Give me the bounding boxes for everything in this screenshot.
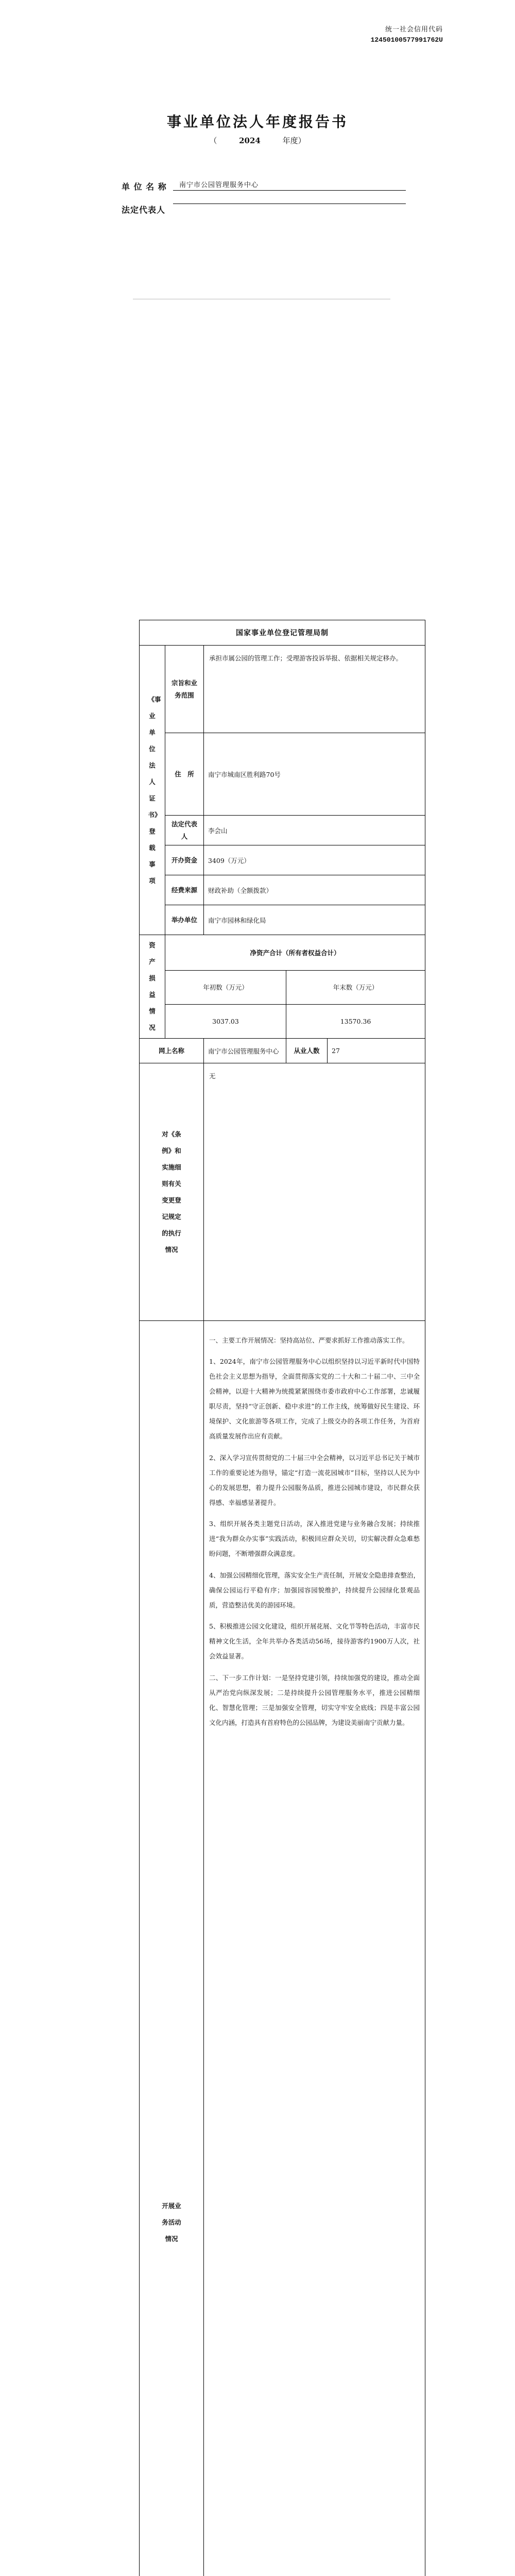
ngo-name-value: 南宁市公园管理服务中心	[204, 1039, 286, 1063]
compliance-value: 无	[204, 1063, 425, 1321]
activity-p4: 3、组织开展各类主题党日活动，深入推进党建与业务融合发展；持续推进“我为群众办实事”实践活动，积极回应群众关切，切实解决群众急难愁盼问题，不断增强群众满意度。	[209, 1520, 420, 1557]
address-label: 住 所	[165, 733, 204, 816]
unit-name-value: 南宁市公园管理服务中心	[173, 179, 406, 191]
end-label: 年末数（万元）	[286, 970, 425, 1004]
end-value: 13570.36	[286, 1004, 425, 1038]
legal-rep-row	[122, 204, 165, 215]
compliance-label: 对《条例》和实施细则有关变更登记规定的执行情况	[140, 1063, 204, 1321]
source-label: 经费来源	[165, 875, 204, 905]
activity-label: 开展业务活动情况	[140, 1321, 204, 2576]
unit-name-label: 单 位 名 称	[122, 182, 167, 192]
cert-section-label: 《事业单位法人证书》登载事项	[140, 646, 165, 935]
source-value: 财政补助（全额拨款）	[204, 875, 425, 905]
report-sheet	[139, 620, 425, 2576]
scope-label: 宗旨和业务范围	[165, 646, 204, 733]
activity-p3: 2、深入学习宣传贯彻党的二十届三中全会精神，以习近平总书记关于城市工作的重要论述为指导，锚定“打造一流花园城市”目标，坚持以人民为中心的发展思想，着力提升公园服务品质，推进公园城市建设，市民群众获得感、幸福感显著提升。	[209, 1453, 420, 1506]
year-open: （	[209, 136, 217, 145]
net-assets-label: 净资产合计（所有者权益合计）	[165, 935, 425, 971]
legal-rep-value	[173, 202, 406, 204]
sponsor-value: 南宁市园林和绿化局	[204, 905, 425, 935]
funds-label: 开办资金	[165, 845, 204, 875]
address-value: 南宁市城南区胜利路70号	[204, 733, 425, 816]
report-year	[0, 135, 515, 146]
sponsor-label: 举办单位	[165, 905, 204, 935]
credit-code-block	[371, 25, 443, 45]
year-value: 2024	[239, 136, 261, 145]
funds-value: 3409（万元）	[204, 845, 425, 875]
staff-value: 27	[328, 1039, 425, 1063]
report-title: 事业单位法人年度报告书	[166, 113, 348, 130]
activity-p5: 4、加强公园精细化管理，落实安全生产责任制，开展安全隐患排查整治，确保公园运行平稳有序；加强园容园貌维护，持续提升公园绿化景观品质，营造整洁优美的游园环境。	[209, 1571, 420, 1609]
activity-p7: 二、下一步工作计划：一是坚持党建引领，持续加强党的建设，推动全面从严治党向纵深发展；二是持续提升公园管理服务水平，推进公园精细化、智慧化管理；三是加强安全管理，切实守牢安全底线；四是丰富公园文化内涵，打造具有首府特色的公园品牌，为建设美丽南宁贡献力量。	[209, 1673, 420, 1726]
ngo-name-label: 网上名称	[140, 1039, 204, 1063]
assets-section-label: 资产损益情况	[140, 935, 165, 1039]
unit-name-row	[122, 180, 259, 192]
activity-p6: 5、积极推进公园文化建设，组织开展花展、文化节等特色活动，丰富市民精神文化生活，全年共举办各类活动56场，接待游客约1900万人次，社会效益显著。	[209, 1622, 420, 1660]
staff-label: 从业人数	[286, 1039, 328, 1063]
sheet-title: 国家事业单位登记管理局制	[140, 620, 425, 646]
begin-label: 年初数（万元）	[165, 970, 286, 1004]
activity-body	[204, 1321, 425, 2576]
rep-row-value: 李会山	[204, 816, 425, 845]
year-suffix: 年度）	[282, 136, 306, 145]
rep-row-label: 法定代表人	[165, 816, 204, 845]
activity-p1: 一、主要工作开展情况：坚持高站位、严要求抓好工作推动落实工作。	[209, 1336, 409, 1344]
credit-code-label: 统一社会信用代码	[385, 26, 443, 33]
activity-p2: 1、2024年，南宁市公园管理服务中心以组织坚持以习近平新时代中国特色社会主义思想为指导，全面贯彻落实党的二十大和二十届二中、三中全会精神，以迎十大精神为统揽紧紧围绕市委市政府中心工作部署，忠诚履职尽责，坚持“守正创新、稳中求进”的工作主线，统筹做好民生建设、环境保护、文化旅游等各项工作，完成了上级交办的各项工作任务，为首府高质量发展作出应有贡献。	[209, 1358, 420, 1440]
begin-value: 3037.03	[165, 1004, 286, 1038]
credit-code-value: 12450100577991762U	[370, 36, 443, 44]
scope-value: 承担市属公园的管理工作；受理游客投诉举报、依据相关规定移办。	[204, 646, 425, 733]
legal-rep-label: 法定代表人	[122, 205, 166, 215]
